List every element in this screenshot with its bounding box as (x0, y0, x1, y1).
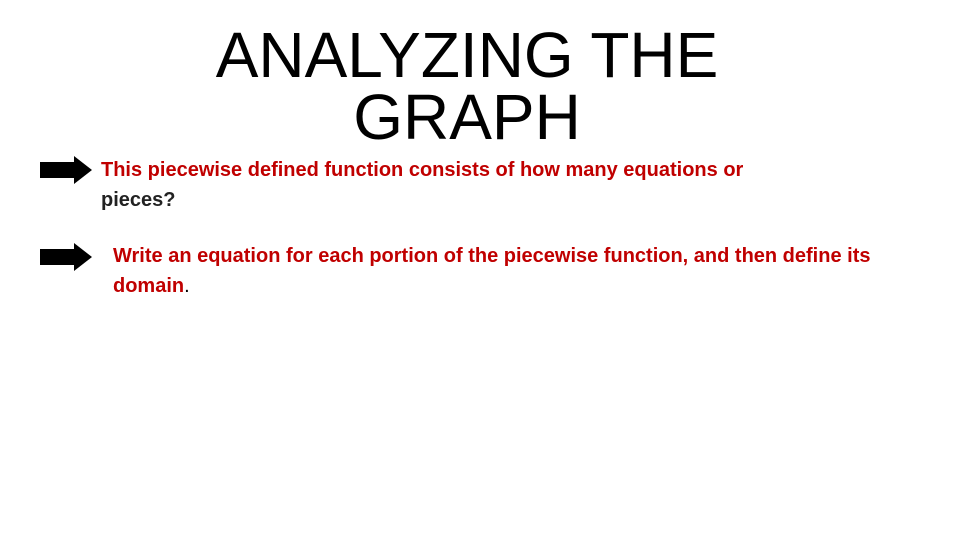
slide-title (0, 19, 934, 153)
slide-title-line-2: GRAPH (353, 81, 581, 153)
right-arrow-icon (40, 156, 92, 184)
right-arrow-icon (40, 243, 92, 271)
slide-title-line-1: ANALYZING THE (215, 19, 719, 91)
bullet-1-question: This piecewise defined function consists of how many equations or (101, 159, 744, 181)
bullet-text-2 (113, 241, 933, 301)
bullet-2-period: . (184, 275, 190, 297)
bullet-1-continuation: pieces? (101, 189, 176, 211)
bullet-2-instruction: Write an equation for each portion of the piecewise function, and then define its domain (113, 245, 871, 297)
bullet-text-1 (101, 155, 901, 215)
